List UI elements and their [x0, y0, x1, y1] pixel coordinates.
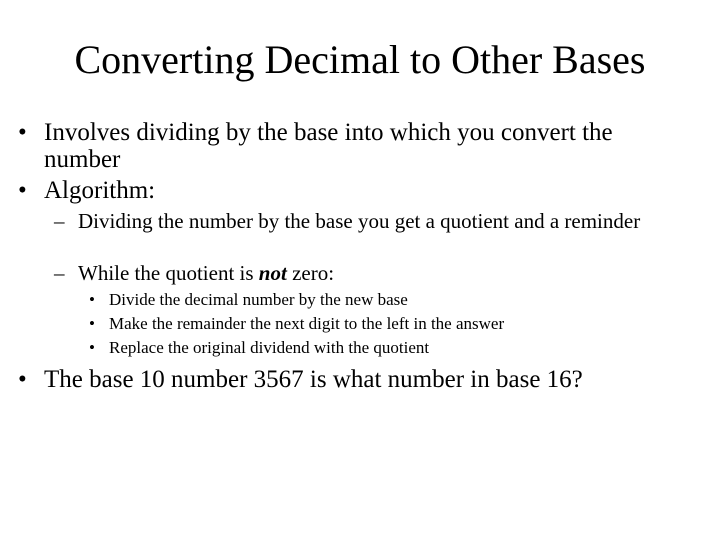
sub-bullet-text-end: zero: [286, 261, 335, 285]
sub-sub-bullet-item [89, 338, 689, 358]
sub-bullet-item [54, 261, 688, 285]
sub-sub-bullet-item [89, 314, 689, 334]
bullet-text: Involves dividing by the base into which you convert the number [44, 119, 613, 173]
bullet-marker: • [18, 366, 27, 393]
emphasized-word: not [258, 261, 287, 285]
sub-sub-bullet-text: Make the remainder the next digit to the left in the answer [109, 314, 505, 333]
bullet-item [18, 119, 694, 173]
bullet-marker: • [89, 338, 95, 357]
sub-bullet-text: Dividing the number by the base you get a quotient and a reminder [78, 209, 641, 233]
dash-marker: – [54, 209, 65, 233]
sub-bullet-item [54, 209, 688, 233]
slide-title: Converting Decimal to Other Bases [74, 37, 646, 82]
bullet-text: The base 10 number 3567 is what number in base 16? [44, 366, 583, 393]
sub-sub-bullet-item [89, 290, 689, 310]
bullet-marker: • [18, 177, 27, 204]
sub-sub-bullet-text: Replace the original dividend with the quotient [109, 338, 430, 357]
bullet-item [18, 366, 694, 393]
bullet-text: Algorithm: [44, 177, 156, 204]
dash-marker: – [54, 261, 65, 285]
bullet-marker: • [89, 314, 95, 333]
bullet-marker: • [89, 290, 95, 309]
sub-bullet-text-start: While the quotient is [78, 261, 259, 285]
bullet-item [18, 177, 694, 204]
sub-sub-bullet-text: Divide the decimal number by the new base [109, 290, 408, 309]
bullet-marker: • [18, 119, 27, 146]
